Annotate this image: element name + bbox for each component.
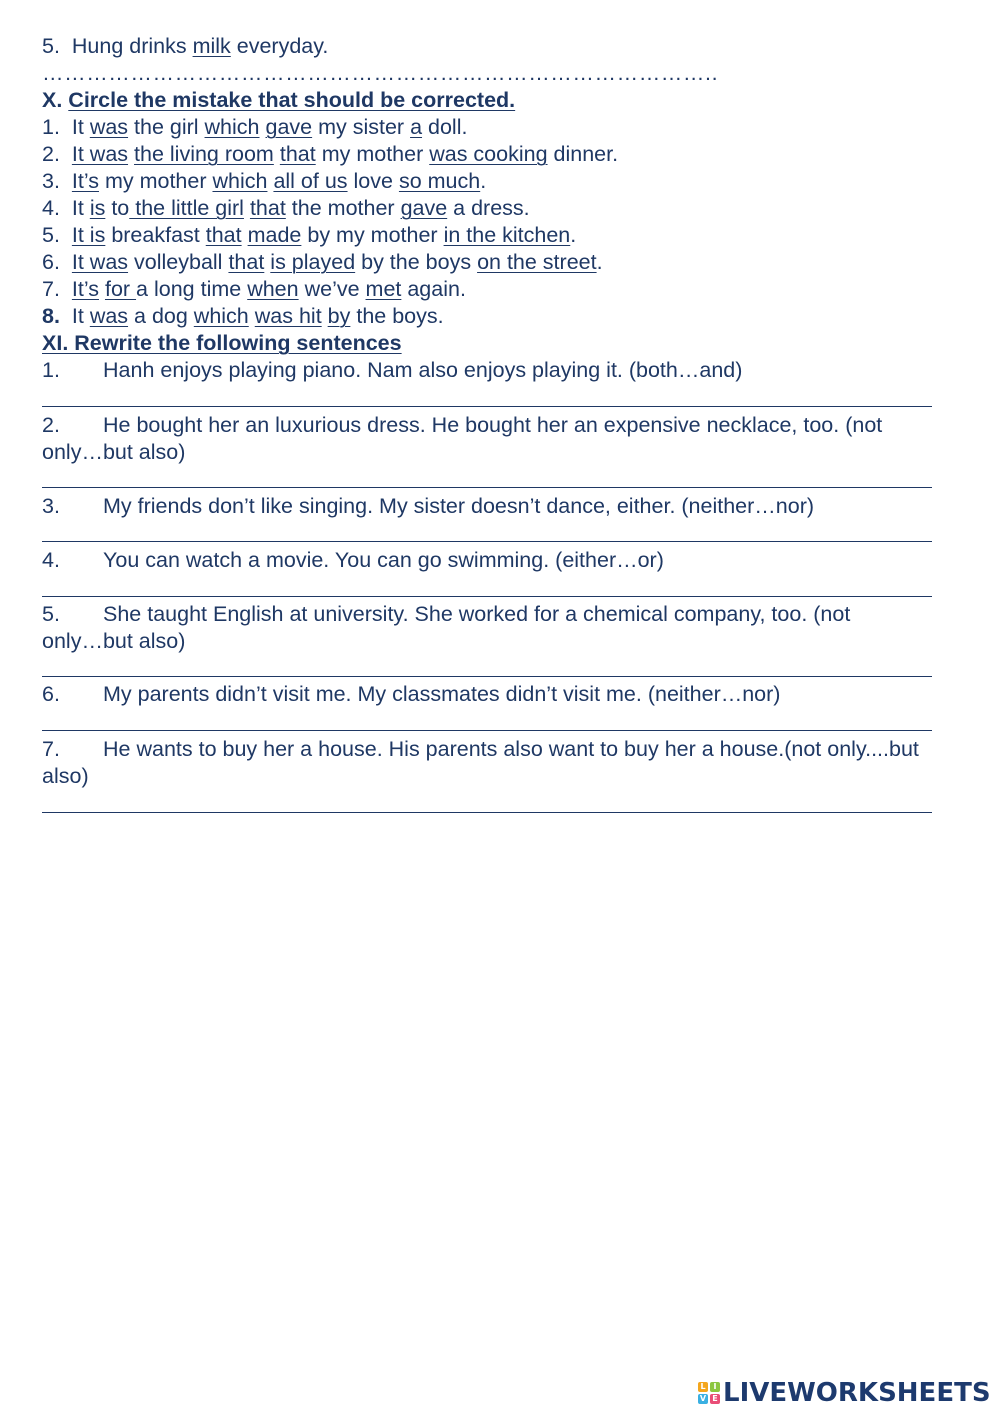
rewrite-item bbox=[42, 547, 664, 574]
item-text: 8. bbox=[42, 304, 60, 328]
underlined-option[interactable]: that bbox=[228, 250, 265, 274]
item-text: . bbox=[480, 169, 487, 193]
item-text: a dog bbox=[128, 304, 194, 328]
item-text: the girl bbox=[128, 115, 205, 139]
item-text: a dress. bbox=[447, 196, 530, 220]
correction-item bbox=[42, 249, 603, 276]
item-text: 7. bbox=[42, 277, 72, 301]
answer-line[interactable] bbox=[42, 487, 932, 488]
underlined-option[interactable]: was cooking bbox=[429, 142, 548, 166]
item-number: 6. bbox=[42, 682, 60, 706]
logo-mark-tile: I bbox=[710, 1382, 720, 1392]
underlined-option[interactable]: which bbox=[212, 169, 268, 193]
item-number: 5. bbox=[42, 602, 60, 626]
underlined-option[interactable]: by bbox=[327, 304, 351, 328]
item-text: 3. bbox=[42, 169, 72, 193]
item-prompt: She taught English at university. She worked for a chemical company, too. (not bbox=[103, 602, 851, 626]
rewrite-item bbox=[42, 681, 780, 708]
prev-item-seg: 5. Hung drinks bbox=[42, 34, 193, 58]
underlined-option[interactable]: that bbox=[205, 223, 242, 247]
underlined-option[interactable]: all of us bbox=[273, 169, 348, 193]
item-text: doll. bbox=[422, 115, 468, 139]
item-prompt: My friends don’t like singing. My sister doesn’t dance, either. (neither…nor) bbox=[103, 494, 815, 518]
underlined-option[interactable]: so much bbox=[398, 169, 481, 193]
section-x-heading bbox=[42, 87, 515, 114]
item-text: dinner. bbox=[547, 142, 619, 166]
underlined-option[interactable]: for bbox=[104, 277, 137, 301]
underlined-option[interactable]: It is bbox=[71, 223, 106, 247]
item-text: my mother bbox=[315, 142, 430, 166]
underlined-option[interactable]: It’s bbox=[71, 277, 99, 301]
rewrite-item bbox=[42, 357, 742, 384]
item-text: by my mother bbox=[301, 223, 444, 247]
answer-line[interactable] bbox=[42, 406, 932, 407]
item-text: again. bbox=[401, 277, 466, 301]
item-text: . bbox=[596, 250, 603, 274]
underlined-option[interactable]: It’s bbox=[71, 169, 99, 193]
item-text: . bbox=[570, 223, 577, 247]
rewrite-item bbox=[42, 736, 919, 763]
rewrite-item bbox=[42, 493, 814, 520]
underlined-option[interactable]: that bbox=[249, 196, 286, 220]
correction-item bbox=[42, 222, 576, 249]
answer-line[interactable] bbox=[42, 676, 932, 677]
underlined-option[interactable]: when bbox=[247, 277, 299, 301]
underlined-option[interactable]: It was bbox=[71, 250, 129, 274]
underlined-option[interactable]: that bbox=[279, 142, 316, 166]
item-text: volleyball bbox=[128, 250, 229, 274]
answer-dots: ……………………………………………………………………………….. bbox=[42, 61, 719, 85]
item-text: my mother bbox=[98, 169, 213, 193]
correction-item bbox=[42, 276, 466, 303]
item-prompt-continued: only…but also) bbox=[42, 629, 186, 653]
item-text: a long time bbox=[136, 277, 248, 301]
item-text: the mother bbox=[285, 196, 401, 220]
correction-item bbox=[42, 141, 618, 168]
item-text: It bbox=[59, 304, 90, 328]
underlined-option[interactable]: gave bbox=[400, 196, 448, 220]
item-text: love bbox=[347, 169, 399, 193]
logo-mark-tile: L bbox=[698, 1382, 708, 1392]
correction-item bbox=[42, 303, 444, 330]
underlined-option[interactable]: is bbox=[89, 196, 106, 220]
correction-item bbox=[42, 168, 486, 195]
item-prompt: He bought her an luxurious dress. He bought her an expensive necklace, too. (not bbox=[103, 413, 883, 437]
item-number: 3. bbox=[42, 494, 60, 518]
logo-mark-icon bbox=[698, 1382, 720, 1404]
item-prompt-continued: also) bbox=[42, 764, 89, 788]
item-text: we’ve bbox=[298, 277, 366, 301]
underlined-option[interactable]: gave bbox=[265, 115, 313, 139]
rewrite-item bbox=[42, 601, 850, 628]
section-x-prefix: X. bbox=[42, 88, 69, 112]
item-text: the boys. bbox=[350, 304, 444, 328]
answer-line[interactable] bbox=[42, 541, 932, 542]
underlined-option[interactable]: on the street bbox=[477, 250, 597, 274]
section-x-title: Circle the mistake that should be corrected. bbox=[68, 88, 516, 112]
underlined-option[interactable]: which bbox=[193, 304, 249, 328]
section-xi-heading: XI. Rewrite the following sentences bbox=[42, 331, 402, 355]
prev-item-line bbox=[42, 33, 328, 60]
underlined-option[interactable]: made bbox=[247, 223, 302, 247]
logo-text: LIVEWORKSHEETS bbox=[723, 1378, 991, 1408]
item-number: 2. bbox=[42, 413, 60, 437]
item-prompt: You can watch a movie. You can go swimming. (either…or) bbox=[103, 548, 664, 572]
answer-line[interactable] bbox=[42, 812, 932, 813]
answer-line[interactable] bbox=[42, 596, 932, 597]
prev-item-seg: milk bbox=[192, 34, 231, 58]
item-text: 5. bbox=[42, 223, 72, 247]
correction-item bbox=[42, 114, 467, 141]
underlined-option[interactable]: is played bbox=[270, 250, 356, 274]
prev-item-seg: everyday. bbox=[230, 34, 329, 58]
underlined-option[interactable]: met bbox=[365, 277, 402, 301]
item-text: 1. It bbox=[42, 115, 90, 139]
rewrite-item bbox=[42, 412, 882, 439]
item-text: to bbox=[105, 196, 130, 220]
correction-item bbox=[42, 195, 530, 222]
item-number: 4. bbox=[42, 548, 60, 572]
underlined-option[interactable]: in the kitchen bbox=[443, 223, 571, 247]
item-text: 6. bbox=[42, 250, 72, 274]
underlined-option[interactable]: was bbox=[89, 304, 129, 328]
answer-line[interactable] bbox=[42, 730, 932, 731]
item-prompt: Hanh enjoys playing piano. Nam also enjoys playing it. (both…and) bbox=[103, 358, 743, 382]
underlined-option[interactable]: was hit bbox=[254, 304, 322, 328]
item-text: by the boys bbox=[355, 250, 478, 274]
liveworksheets-logo bbox=[698, 1378, 991, 1408]
underlined-option[interactable]: was bbox=[89, 115, 129, 139]
underlined-option[interactable]: which bbox=[204, 115, 260, 139]
item-text: breakfast bbox=[105, 223, 206, 247]
logo-mark-tile: V bbox=[699, 1394, 707, 1403]
item-number: 7. bbox=[42, 737, 60, 761]
item-text: my sister bbox=[312, 115, 411, 139]
underlined-option[interactable]: It was bbox=[71, 142, 129, 166]
logo-mark-tile: E bbox=[710, 1394, 720, 1404]
item-number: 1. bbox=[42, 358, 60, 382]
item-prompt: He wants to buy her a house. His parents also want to buy her a house.(not only....but bbox=[103, 737, 919, 761]
item-text: 2. bbox=[42, 142, 72, 166]
item-text: 4. It bbox=[42, 196, 90, 220]
item-prompt-continued: only…but also) bbox=[42, 440, 186, 464]
underlined-option[interactable]: the little girl bbox=[129, 196, 244, 220]
underlined-option[interactable]: the living room bbox=[134, 142, 274, 166]
underlined-option[interactable]: a bbox=[410, 115, 423, 139]
item-prompt: My parents didn’t visit me. My classmates didn’t visit me. (neither…nor) bbox=[103, 682, 781, 706]
